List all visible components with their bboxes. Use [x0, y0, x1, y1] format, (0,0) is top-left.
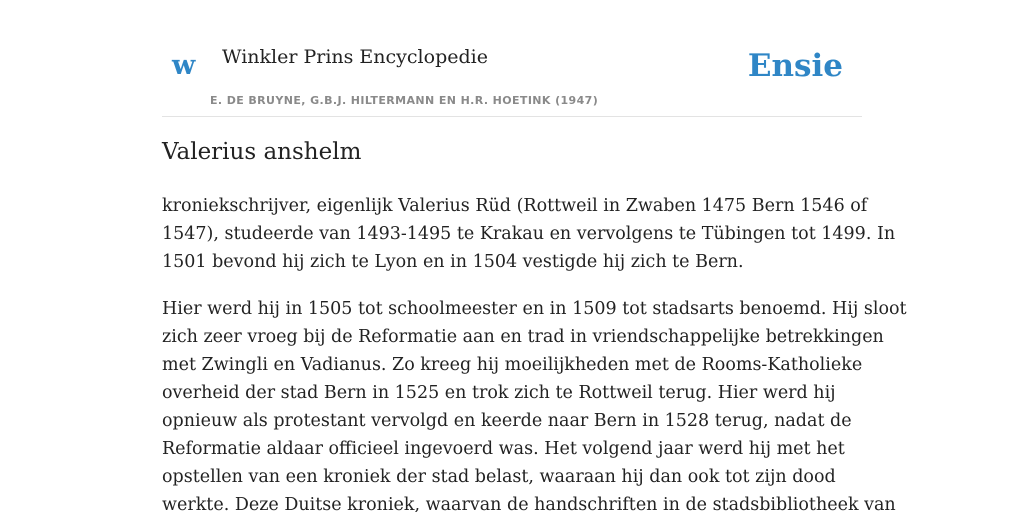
encyclopedia-authors: E. DE BRUYNE, G.B.J. HILTERMANN EN H.R. HOETINK (1947) — [210, 94, 599, 107]
text-line: met Zwingli en Vadianus. Zo kreeg hij moeilijkheden met de Rooms-Katholieke — [162, 355, 863, 375]
article-body — [162, 192, 907, 512]
text-line: opnieuw als protestant vervolgd en keerde naar Bern in 1528 terug, nadat de — [162, 411, 852, 431]
text-line: zich zeer vroeg bij de Reformatie aan en trad in vriendschappelijke betrekkingen — [162, 327, 884, 347]
encyclopedia-title[interactable]: Winkler Prins Encyclopedie — [222, 46, 488, 68]
text-line: opstellen van een kroniek der stad belast, waaraan hij dan ook tot zijn dood — [162, 467, 836, 487]
site-header — [162, 0, 862, 117]
text-line: 1547), studeerde van 1493-1495 te Krakau en vervolgens te Tübingen tot 1499. In — [162, 224, 896, 244]
article-title: Valerius anshelm — [162, 139, 362, 165]
paragraph-2 — [162, 295, 907, 512]
text-line: overheid der stad Bern in 1525 en trok zich te Rottweil terug. Hier werd hij — [162, 383, 836, 403]
paragraph-1 — [162, 192, 896, 276]
winkler-prins-logo[interactable]: w — [172, 50, 196, 81]
text-line: 1501 bevond hij zich te Lyon en in 1504 vestigde hij zich te Bern. — [162, 252, 744, 272]
text-line: kroniekschrijver, eigenlijk Valerius Rüd (Rottweil in Zwaben 1475 Bern 1546 of — [162, 196, 868, 216]
text-line: werkte. Deze Duitse kroniek, waarvan de handschriften in de stadsbibliotheek van — [162, 495, 896, 512]
text-line: Reformatie aldaar officieel ingevoerd was. Het volgend jaar werd hij met het — [162, 439, 845, 459]
ensie-logo[interactable]: Ensie — [747, 48, 843, 84]
text-line: Hier werd hij in 1505 tot schoolmeester en in 1509 tot stadsarts benoemd. Hij sloot — [162, 299, 907, 319]
